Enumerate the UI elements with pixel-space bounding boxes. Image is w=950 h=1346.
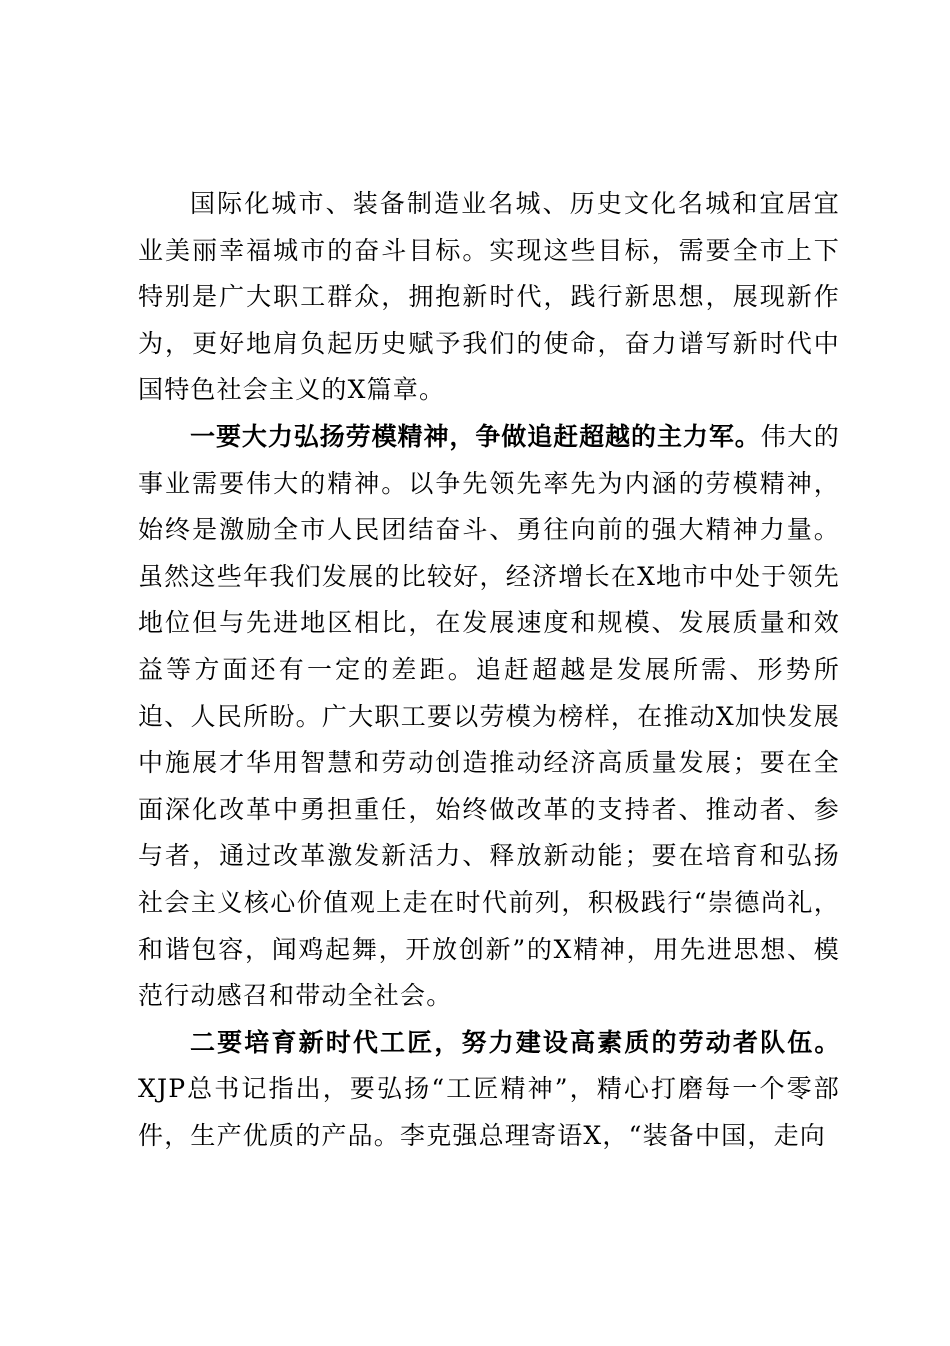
paragraph-section-2	[138, 1020, 840, 1160]
section-2-text: XJP总书记指出，要弘扬“工匠精神”，精心打磨每一个零部件，生产优质的产品。李克强总理寄语X，“装备中国，走向	[138, 1074, 840, 1150]
section-1-text: 伟大的事业需要伟大的精神。以争先领先率先为内涵的劳模精神，始终是激励全市人民团结奋斗、勇往向前的强大精神力量。虽然这些年我们发展的比较好，经济增长在X地市中处于领先地位但与先进地区相比，在发展速度和规模、发展质量和效益等方面还有一定的差距。追赶超越是发展所需、形势所迫、人民所盼。广大职工要以劳模为榜样，在推动X加快发展中施展才华用智慧和劳动创造推动经济高质量发展；要在全面深化改革中勇担重任，始终做改革的支持者、推动者、参与者，通过改革激发新活力、释放新动能；要在培育和弘扬社会主义核心价值观上走在时代前列，积极践行“崇德尚礼，和谐包容，闻鸡起舞，开放创新”的X精神，用先进思想、模范行动感召和带动全社会。	[138, 421, 841, 1011]
section-2-heading: 二要培育新时代工匠，努力建设高素质的劳动者队伍。	[190, 1027, 840, 1057]
paragraph-intro-text: 国际化城市、装备制造业名城、历史文化名城和宜居宜业美丽幸福城市的奋斗目标。实现这些目标，需要全市上下特别是广大职工群众，拥抱新时代，践行新思想，展现新作为，更好地肩负起历史赋予我们的使命，奋力谱写新时代中国特色社会主义的X篇章。	[138, 189, 840, 405]
paragraph-intro	[138, 181, 840, 414]
body-text	[138, 181, 840, 1159]
section-1-heading: 一要大力弘扬劳模精神，争做追赶超越的主力军。	[190, 421, 761, 451]
paragraph-section-1	[138, 414, 840, 1020]
